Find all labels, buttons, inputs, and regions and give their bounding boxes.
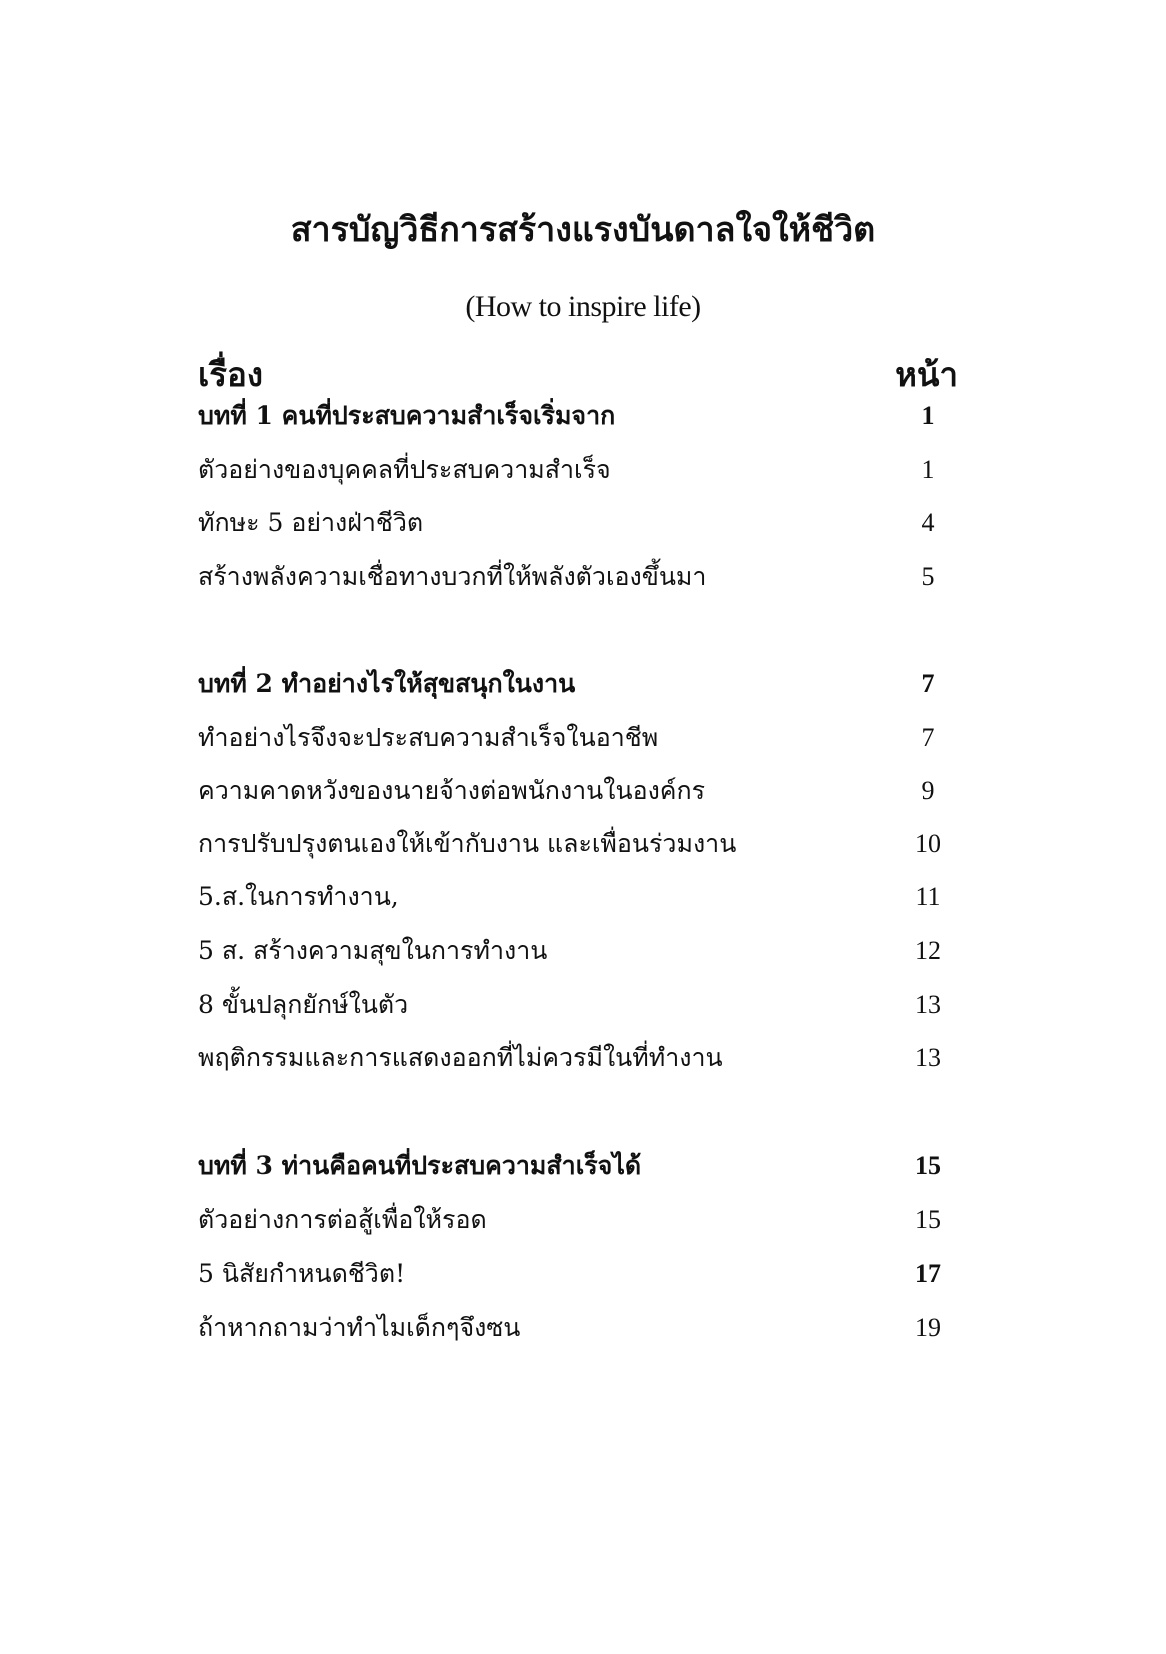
toc-entry-page: 4 bbox=[921, 508, 935, 537]
toc-entry-label: 8 ขั้นปลุกยักษ์ในตัว bbox=[198, 990, 409, 1019]
toc-entry-page: 13 bbox=[915, 990, 941, 1019]
toc-chapter-page: 7 bbox=[921, 669, 935, 698]
toc-entry bbox=[198, 1254, 958, 1294]
toc-entry bbox=[198, 718, 958, 758]
toc-chapter-label: บทที่ 2 ทำอย่างไรให้สุขสนุกในงาน bbox=[198, 669, 576, 698]
toc-entry bbox=[198, 450, 958, 490]
page-title: สารบัญวิธีการสร้างแรงบันดาลใจให้ชีวิต bbox=[290, 210, 876, 250]
toc-entry-label: ถ้าหากถามว่าทำไมเด็กๆจึงซน bbox=[198, 1313, 521, 1342]
toc-entry-label: 5 ส. สร้างความสุขในการทำงาน bbox=[198, 936, 548, 965]
toc-entry bbox=[198, 877, 958, 917]
toc-entry bbox=[198, 1200, 958, 1240]
toc-entry-page: 10 bbox=[915, 829, 941, 858]
toc-entry-label: ตัวอย่างของบุคคลที่ประสบความสำเร็จ bbox=[198, 455, 611, 484]
toc-entry-page: 11 bbox=[915, 882, 941, 911]
toc-entry-label: ความคาดหวังของนายจ้างต่อพนักงานในองค์กร bbox=[198, 776, 706, 805]
toc-header-topic: เรื่อง bbox=[198, 355, 263, 394]
toc-chapter-3 bbox=[198, 1146, 958, 1186]
toc-header-page: หน้า bbox=[895, 355, 958, 394]
toc-entry bbox=[198, 824, 958, 864]
toc-entry bbox=[198, 1038, 958, 1078]
toc-entry-label: การปรับปรุงตนเองให้เข้ากับงาน และเพื่อนร่วมงาน bbox=[198, 829, 737, 858]
toc-entry-page: 13 bbox=[915, 1043, 941, 1072]
toc-entry-label: พฤติกรรมและการแสดงออกที่ไม่ควรมีในที่ทำงาน bbox=[198, 1043, 723, 1072]
toc-chapter-2 bbox=[198, 664, 958, 704]
toc-chapter-label: บทที่ 3 ท่านคือคนที่ประสบความสำเร็จได้ bbox=[198, 1151, 642, 1180]
toc-entry-page: 12 bbox=[915, 936, 941, 965]
toc-entry-page: 9 bbox=[921, 776, 935, 805]
toc-entry-page: 15 bbox=[915, 1205, 941, 1234]
toc-chapter-page: 15 bbox=[915, 1151, 941, 1180]
page-subtitle: (How to inspire life) bbox=[465, 290, 701, 323]
toc-entry bbox=[198, 1308, 958, 1348]
toc-entry-page: 19 bbox=[915, 1313, 941, 1342]
toc-entry-label: 5 นิสัยกำหนดชีวิต! bbox=[198, 1259, 406, 1288]
toc-entry-label: ทักษะ 5 อย่างฝ่าชีวิต bbox=[198, 508, 424, 537]
toc-entry bbox=[198, 985, 958, 1025]
toc-entry-page: 1 bbox=[921, 455, 935, 484]
toc-entry bbox=[198, 931, 958, 971]
toc-entry-label: ตัวอย่างการต่อสู้เพื่อให้รอด bbox=[198, 1205, 487, 1234]
toc-entry-label: สร้างพลังความเชื่อทางบวกที่ให้พลังตัวเองขึ้นมา bbox=[198, 562, 707, 591]
toc-entry-page: 5 bbox=[921, 562, 935, 591]
toc-entry bbox=[198, 557, 958, 597]
toc-header bbox=[198, 352, 958, 398]
toc-chapter-1 bbox=[198, 396, 958, 436]
toc-entry bbox=[198, 771, 958, 811]
toc-entry-label: ทำอย่างไรจึงจะประสบความสำเร็จในอาชีพ bbox=[198, 723, 659, 752]
toc-entry-page: 17 bbox=[915, 1259, 941, 1288]
toc-chapter-label: บทที่ 1 คนที่ประสบความสำเร็จเริ่มจาก bbox=[198, 401, 616, 430]
toc-entry bbox=[198, 503, 958, 543]
toc-chapter-page: 1 bbox=[921, 401, 935, 430]
toc-entry-page: 7 bbox=[921, 723, 935, 752]
toc-entry-label: 5.ส.ในการทำงาน, bbox=[198, 882, 399, 911]
